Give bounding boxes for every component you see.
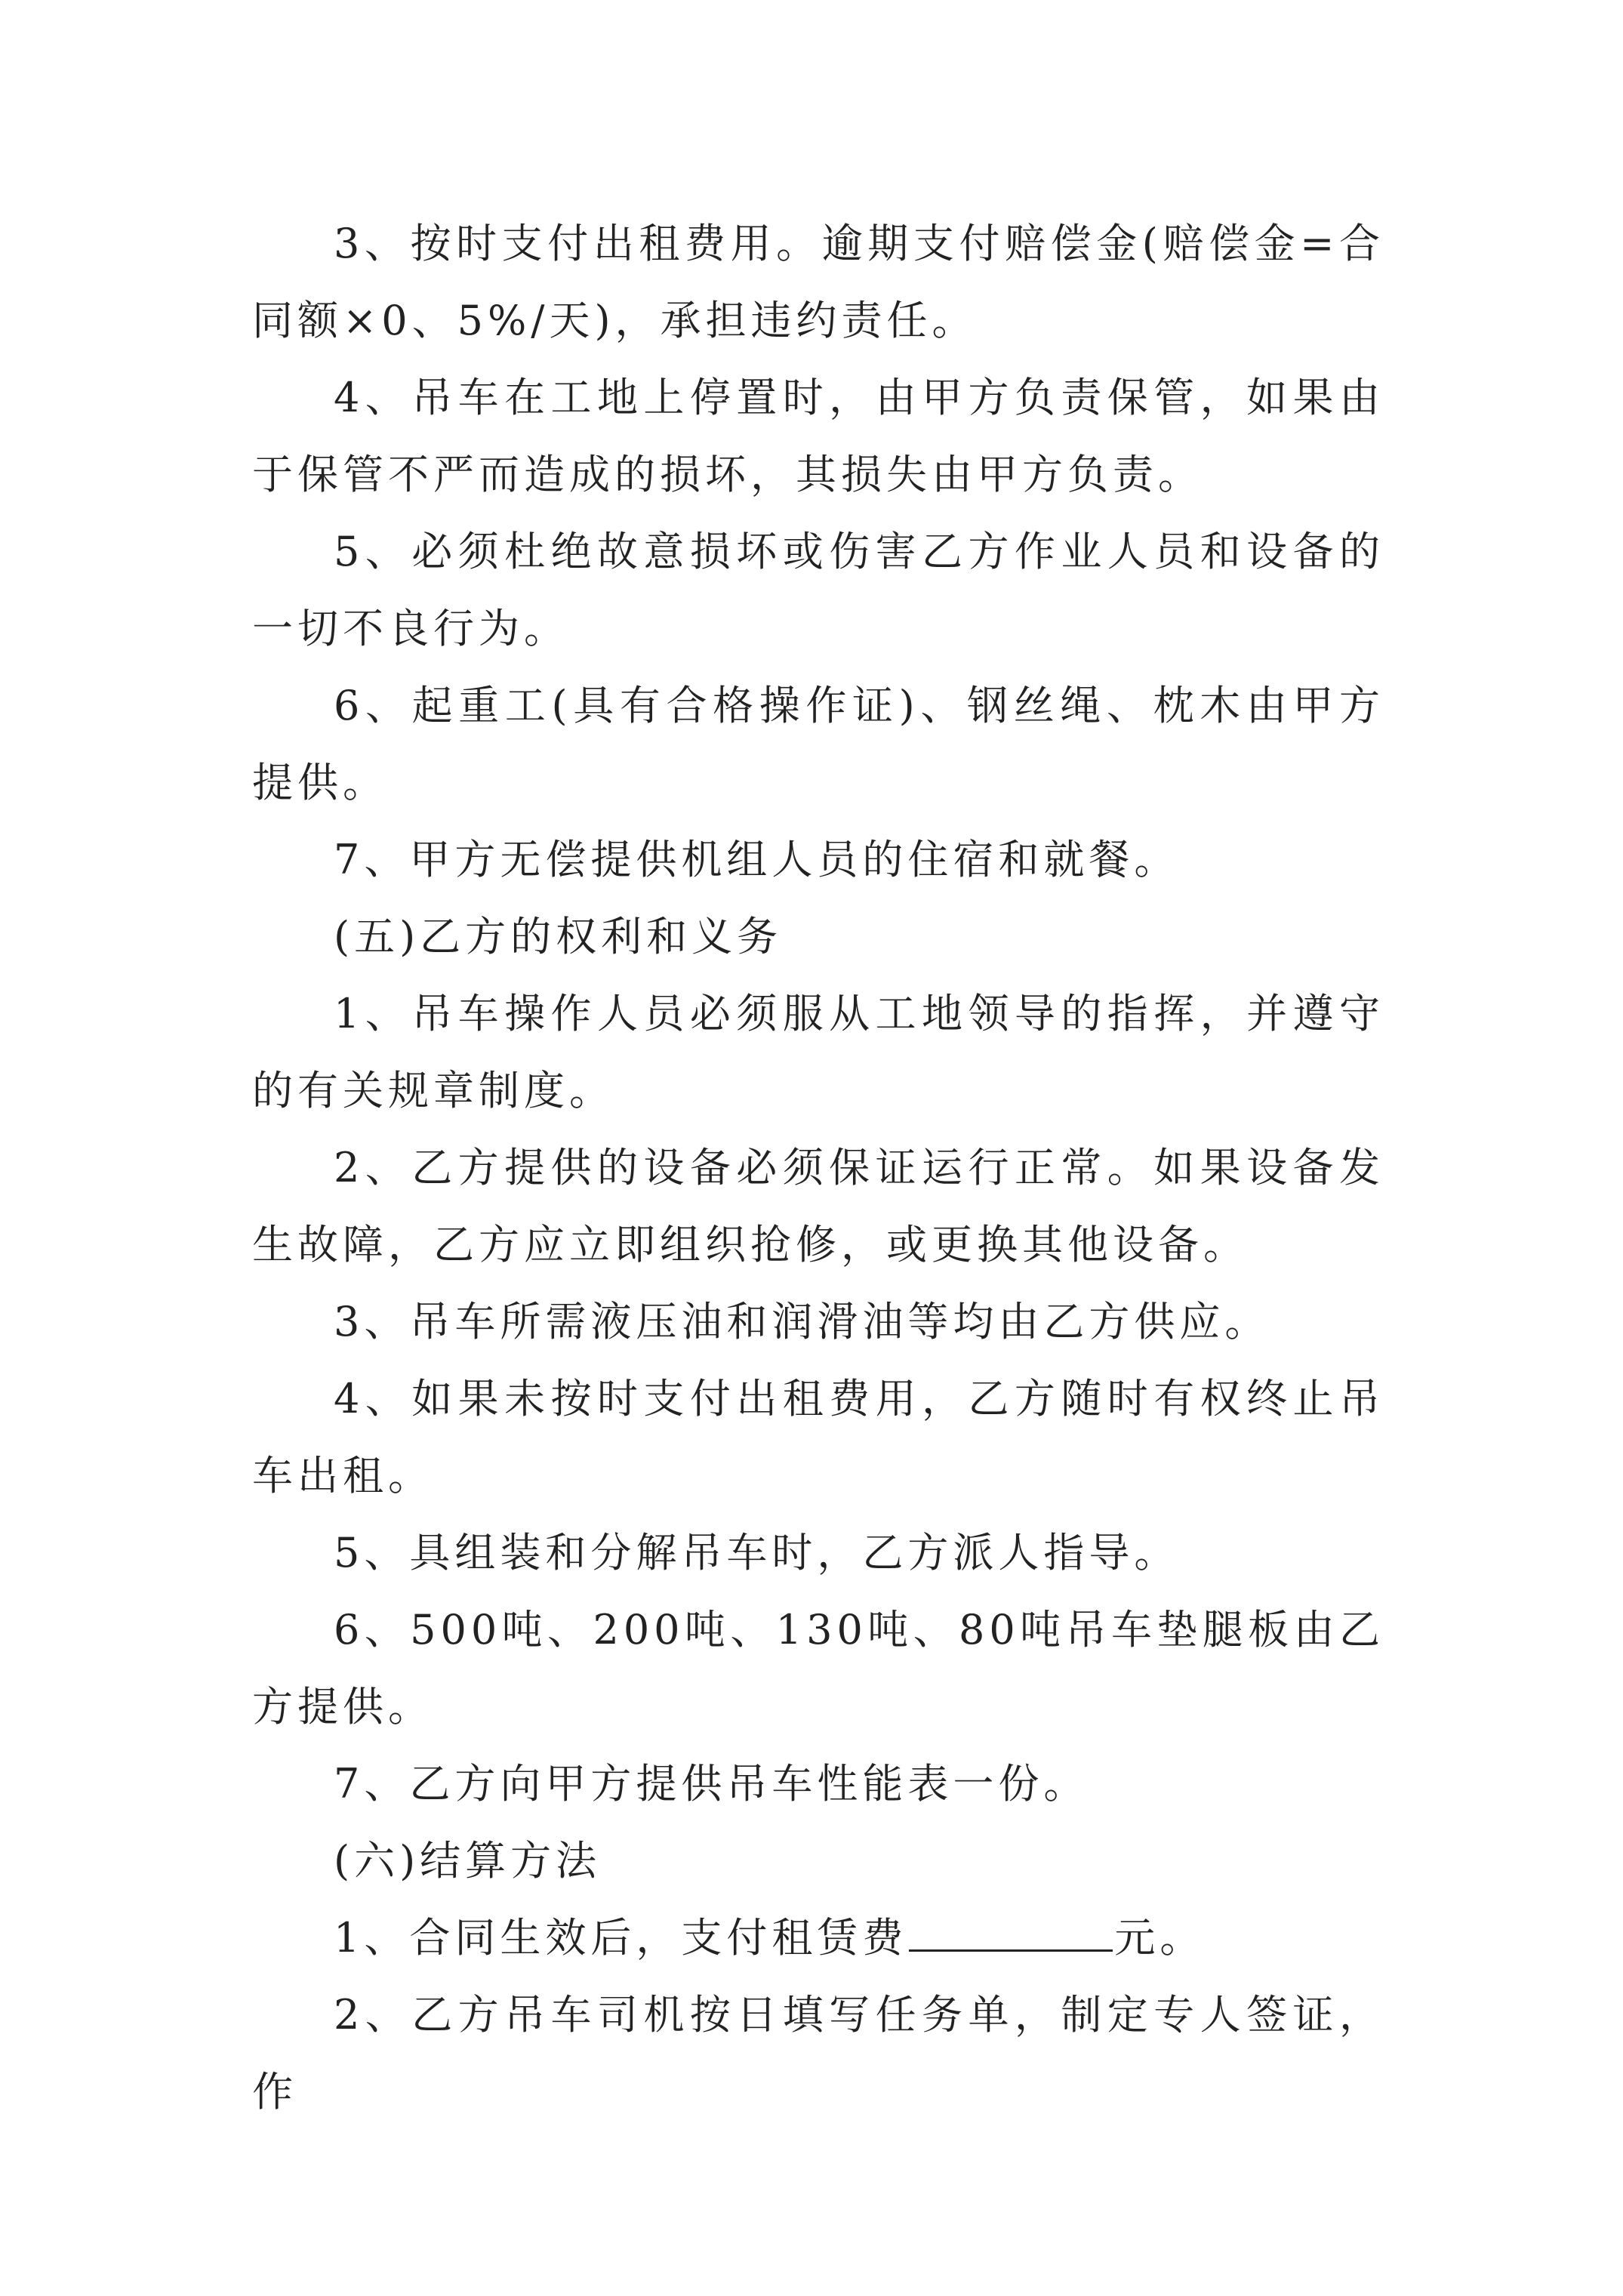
paragraph-yi-obligation-2: 2、乙方提供的设备必须保证运行正常。如果设备发生故障，乙方应立即组织抢修，或更换其他设备。 [252, 1144, 1384, 1268]
section-heading-yi-rights: (五)乙方的权利和义务 [334, 913, 783, 960]
payment-amount-blank [909, 1909, 1113, 1952]
payment-clause-prefix: 1、合同生效后，支付租赁费 [334, 1914, 908, 1962]
paragraph-jia-obligation-5: 5、必须杜绝故意损坏或伤害乙方作业人员和设备的一切不良行为。 [252, 528, 1384, 652]
paragraph-settlement-1 [252, 1900, 1384, 1977]
section-heading-settlement: (六)结算方法 [334, 1837, 602, 1885]
paragraph-yi-obligation-6: 6、500吨、200吨、130吨、80吨吊车垫腿板由乙方提供。 [252, 1606, 1384, 1730]
paragraph-jia-obligation-3: 3、按时支付出租费用。逾期支付赔偿金(赔偿金=合同额×0、5%/天)，承担违约责任。 [252, 220, 1384, 344]
payment-clause-suffix: 元。 [1114, 1914, 1206, 1962]
paragraph-yi-obligation-7: 7、乙方向甲方提供吊车性能表一份。 [334, 1760, 1089, 1808]
paragraph-yi-obligation-1: 1、吊车操作人员必须服从工地领导的指挥，并遵守的有关规章制度。 [252, 990, 1384, 1114]
paragraph-yi-obligation-4: 4、如果未按时支付出租费用，乙方随时有权终止吊车出租。 [252, 1375, 1384, 1499]
paragraph-jia-obligation-7: 7、甲方无偿提供机组人员的住宿和就餐。 [334, 836, 1180, 883]
paragraph-jia-obligation-4: 4、吊车在工地上停置时，由甲方负责保管，如果由于保管不严而造成的损坏，其损失由甲方负责。 [252, 374, 1384, 498]
paragraph-yi-obligation-3: 3、吊车所需液压油和润滑油等均由乙方供应。 [334, 1298, 1270, 1345]
paragraph-jia-obligation-6: 6、起重工(具有合格操作证)、钢丝绳、枕木由甲方提供。 [252, 682, 1384, 806]
document-body [252, 205, 1384, 2131]
paragraph-yi-obligation-5: 5、具组装和分解吊车时，乙方派人指导。 [334, 1529, 1180, 1576]
paragraph-settlement-2: 2、乙方吊车司机按日填写任务单，制定专人签证，作 [252, 1991, 1384, 2116]
